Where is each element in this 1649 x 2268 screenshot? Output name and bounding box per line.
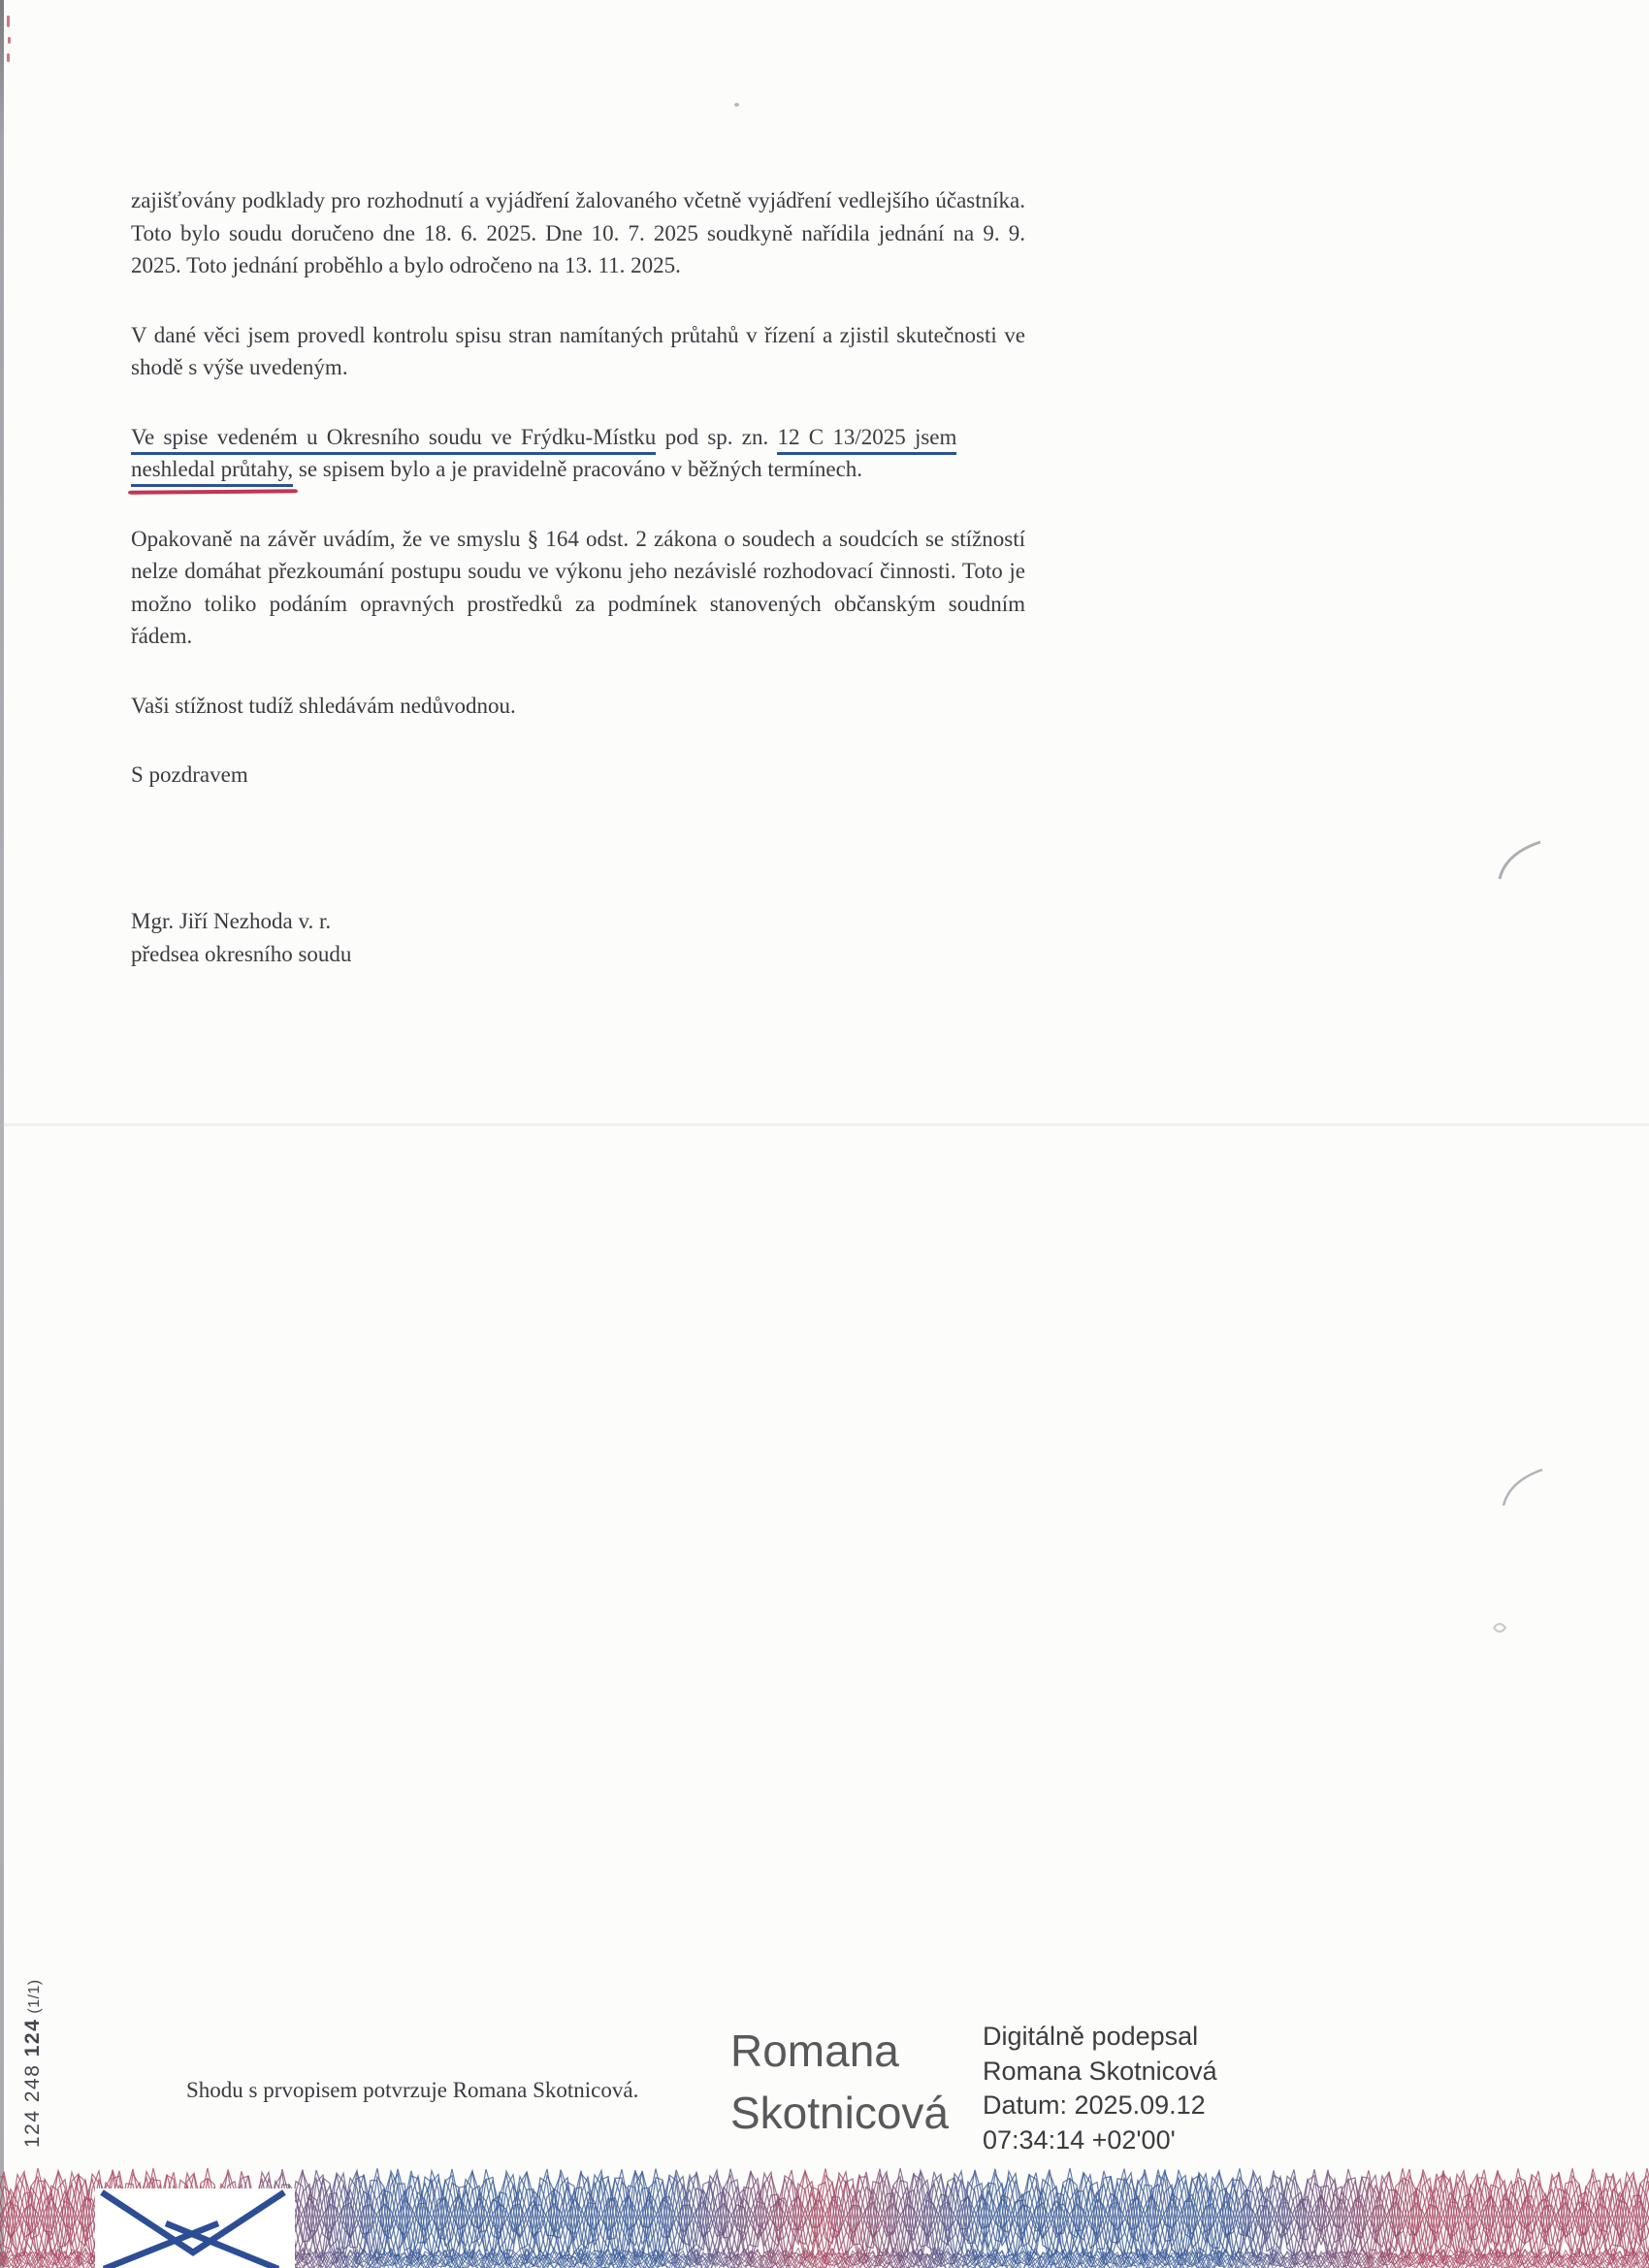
- scan-edge-artifact: [0, 0, 4, 2268]
- plain-text: pod sp. zn.: [656, 424, 778, 449]
- dsig-time: 07:34:14 +02'00': [983, 2124, 1176, 2155]
- digital-signature-name: [730, 2020, 949, 2144]
- paragraph: Opakovaně na závěr uvádím, že ve smyslu § 164 odst. 2 zákona o soudech a soudcích se stížností nelze domáhat přezkoumání postupu soudu ve výkonu jeho nezávislé rozhodovací činnosti. Toto je možno toliko podáním opravných prostředků za podmínek stanovených občanským soudním řádem.: [131, 526, 1025, 648]
- margin-note-bold: 124: [21, 2018, 44, 2057]
- scan-speck: [7, 16, 10, 27]
- margin-note-page-indicator: (1/1): [26, 1979, 43, 2019]
- underlined-text-blue: 12 C 13/2025 jsem: [777, 425, 956, 455]
- dsig-line: Digitálně podepsal: [983, 2022, 1199, 2051]
- paragraph-with-underlines: [131, 421, 1025, 486]
- paragraph: Vaši stížnost tudíž shledávám nedůvodnou.: [131, 693, 516, 718]
- closing-salutation: S pozdravem: [131, 762, 248, 787]
- underlined-text-blue-red: neshledal průtahy,: [131, 457, 293, 487]
- paragraph: V dané věci jsem provedl kontrolu spisu stran namítaných průtahů v řízení a zjistil skutečnosti ve shodě s výše uvedeným.: [131, 322, 1025, 379]
- certification-line: Shodu s prvopisem potvrzuje Romana Skotnicová.: [186, 2078, 639, 2102]
- digital-signature-details: [983, 2020, 1217, 2157]
- dsig-line: Romana Skotnicová: [983, 2056, 1217, 2086]
- signer-title: předsea okresního soudu: [131, 942, 352, 966]
- envelope-icon: [92, 2185, 301, 2268]
- paper-crease: [0, 1123, 1649, 1126]
- margin-reference-number: [21, 1979, 45, 2148]
- margin-note-prefix: 124 248: [21, 2057, 44, 2148]
- digital-signature-name-line2: Skotnicová: [730, 2088, 950, 2138]
- plain-text: se spisem bylo a je pravidelně pracováno v běžných termínech.: [293, 457, 863, 481]
- digital-signature-name-line1: Romana: [730, 2025, 899, 2076]
- dsig-date: Datum: 2025.09.12: [983, 2090, 1206, 2120]
- signature-block: [131, 905, 351, 971]
- scan-speck: [7, 53, 10, 62]
- scan-dot: [734, 103, 739, 107]
- letter-body: [131, 184, 1025, 828]
- paragraph: zajišťovány podklady pro rozhodnutí a vyjádření žalovaného včetně vyjádření vedlejšího účastníka. Toto bylo soudu doručeno dne 18. 6. 2025. Dne 10. 7. 2025 soudkyně nařídila jednání na 9. 9. 2025. Toto jednání proběhlo a bylo odročeno na 13. 11. 2025.: [131, 188, 1025, 277]
- scan-speck: [8, 37, 11, 44]
- signer-name: Mgr. Jiří Nezhoda v. r.: [131, 909, 332, 933]
- underlined-text-blue: Ve spise vedeném u Okresního soudu ve Frýdku-Místku: [131, 425, 656, 455]
